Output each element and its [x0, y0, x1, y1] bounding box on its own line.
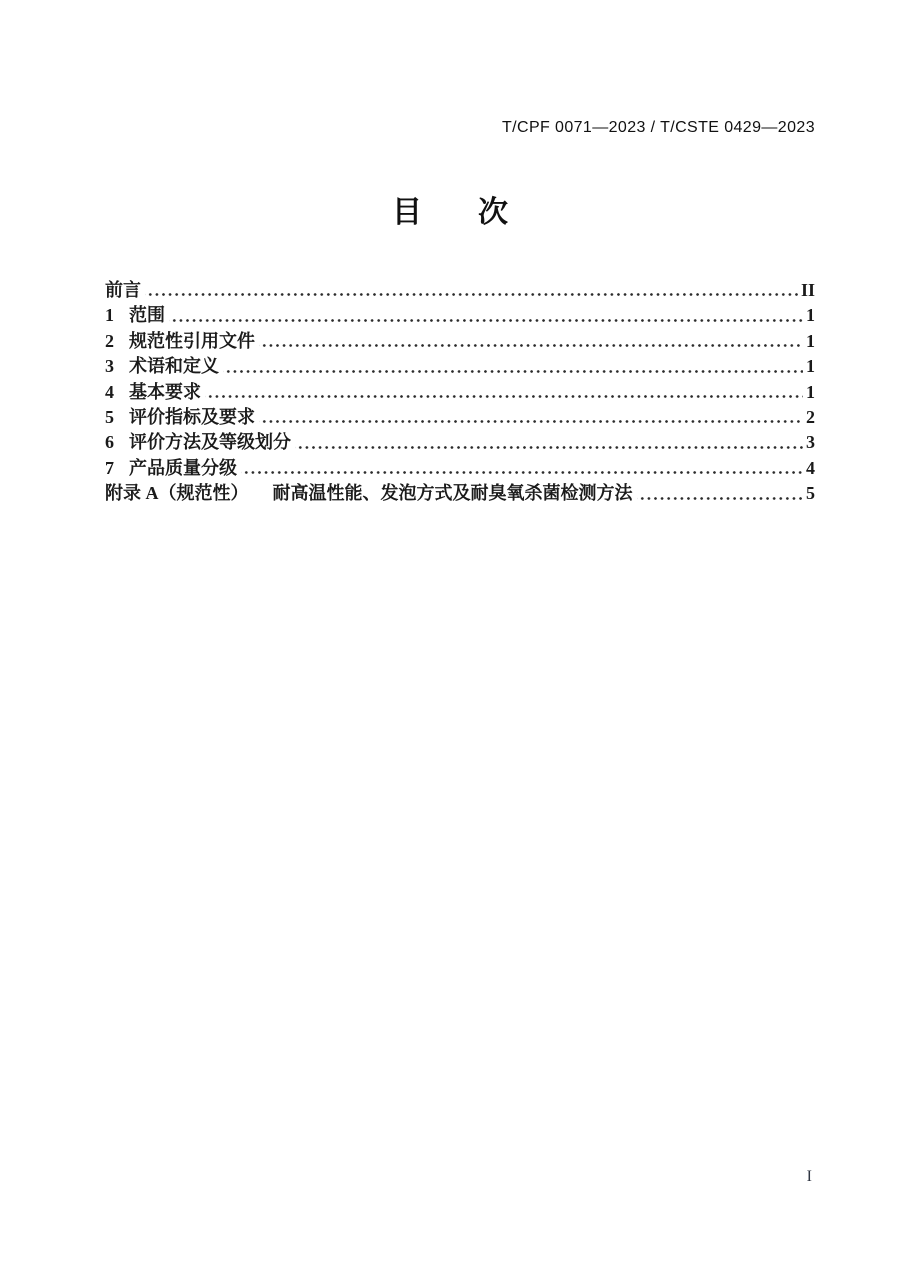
- toc-entry-number: 附录 A（规范性）: [105, 483, 249, 504]
- toc-entry-page: 5: [806, 483, 815, 504]
- toc-entry-label: 术语和定义: [129, 356, 219, 377]
- toc-entry-number: 2: [105, 330, 114, 351]
- toc-entry-number: 6: [105, 432, 114, 453]
- toc-entry-page: II: [800, 280, 815, 300]
- toc-entry-label: 产品质量分级: [129, 457, 237, 478]
- toc-entry-1-scope: [105, 301, 815, 326]
- toc-entry-label: 评价指标及要求: [129, 406, 255, 427]
- toc-entry-label: 耐高温性能、发泡方式及耐臭氧杀菌检测方法: [272, 483, 633, 504]
- toc-entry-page: 4: [806, 457, 815, 478]
- dot-leader: [169, 314, 803, 327]
- standard-number-header: T/CPF 0071—2023 / T/CSTE 0429—2023: [501, 119, 815, 136]
- toc-entry-page: 1: [806, 305, 815, 326]
- toc-heading: [0, 195, 900, 231]
- dot-leader: [259, 415, 803, 428]
- page-number-footer: I: [806, 1168, 812, 1185]
- toc-entry-2-normative-references: [105, 327, 815, 352]
- toc-entry-page: 1: [806, 356, 815, 377]
- toc-entry-page: 1: [806, 330, 815, 351]
- toc-entry-label: 评价方法及等级划分: [129, 432, 291, 453]
- toc-entry-3-terms-definitions: [105, 352, 815, 377]
- toc-entry-label: 基本要求: [129, 381, 201, 402]
- dot-leader: [241, 466, 803, 479]
- toc-entry-6-evaluation-methods: [105, 428, 815, 453]
- dot-leader: [637, 492, 804, 505]
- dot-leader: [205, 390, 803, 403]
- toc-heading-text: 目 次: [392, 196, 521, 229]
- toc-entry-label: 规范性引用文件: [129, 330, 255, 351]
- toc-entry-4-basic-requirements: [105, 378, 815, 403]
- toc-entry-appendix-a: [105, 479, 815, 504]
- dot-leader: [223, 365, 803, 378]
- toc-entry-label: 范围: [129, 305, 165, 326]
- toc-entry-number: 1: [105, 305, 114, 326]
- dot-leader: [145, 288, 798, 301]
- toc-entry-7-product-quality-grading: [105, 454, 815, 479]
- dot-leader: [295, 441, 803, 454]
- toc-entry-number: 4: [105, 381, 114, 402]
- toc-entry-page: 3: [806, 432, 815, 453]
- toc-entry-5-evaluation-indicators: [105, 403, 815, 428]
- toc-entry-number: 5: [105, 406, 114, 427]
- toc-entry-foreword: [105, 276, 815, 301]
- toc-entry-number: 7: [105, 457, 114, 478]
- toc-entry-label: 前言: [105, 280, 141, 300]
- toc-entry-page: 1: [806, 381, 815, 402]
- toc-entry-number: 3: [105, 356, 114, 377]
- dot-leader: [259, 339, 803, 352]
- table-of-contents: [105, 276, 815, 505]
- toc-entry-page: 2: [806, 406, 815, 427]
